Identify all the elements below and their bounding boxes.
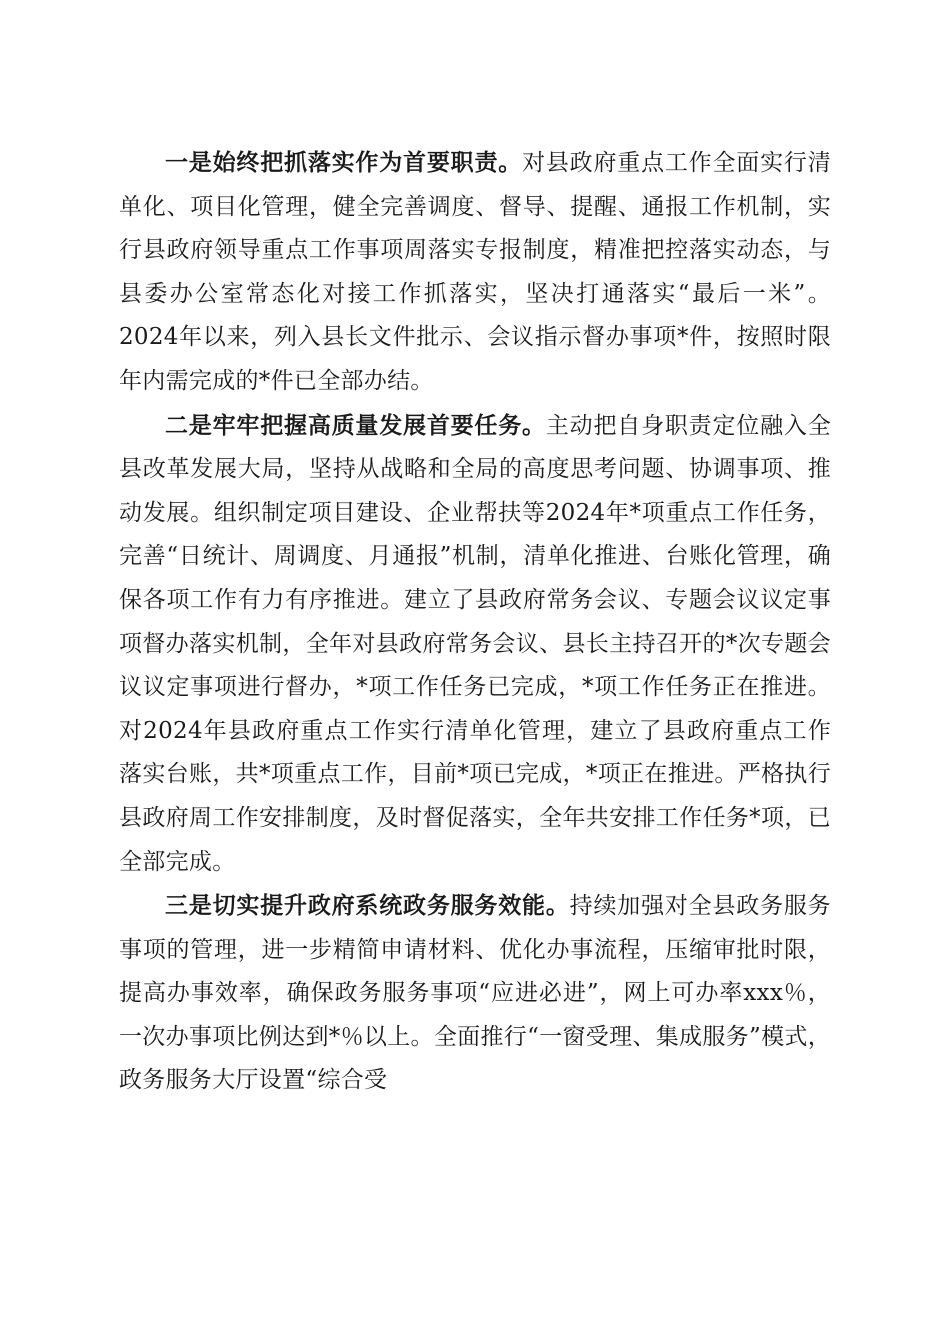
paragraph-2-heading: 二是牢牢把握高质量发展首要任务。 xyxy=(165,411,546,439)
paragraph-3 xyxy=(119,884,831,1103)
paragraph-1-heading: 一是始终把抓落实作为首要职责。 xyxy=(165,149,523,176)
document-body xyxy=(119,141,831,1103)
paragraph-3-text: 持续加强对全县政务服务事项的管理，进一步精简申请材料、优化办事流程，压缩审批时限，提高办事效率，确保政务服务事项“应进必进”，网上可办率xxx％，一次办事项比例达到*％以上。全面推行“一窗受理、集成服务”模式，政务服务大厅设置“综合受 xyxy=(119,893,831,1094)
paragraph-1 xyxy=(119,141,831,404)
paragraph-2 xyxy=(119,404,831,885)
paragraph-3-heading: 三是切实提升政府系统政务服务效能。 xyxy=(165,892,570,920)
paragraph-1-text: 对县政府重点工作全面实行清单化、项目化管理，健全完善调度、督导、提醒、通报工作机制，实行县政府领导重点工作事项周落实专报制度，精准把控落实动态，与县委办公室常态化对接工作抓落实，坚决打通落实“最后一米”。2024年以来，列入县长文件批示、会议指示督办事项*件，按照时限年内需完成的*件已全部办结。 xyxy=(119,150,832,394)
paragraph-2-text: 主动把自身职责定位融入全县改革发展大局，坚持从战略和全局的高度思考问题、协调事项、推动发展。组织制定项目建设、企业帮扶等2024年*项重点工作任务，完善“日统计、周调度、月通报”机制，清单化推进、台账化管理，确保各项工作有力有序推进。建立了县政府常务会议、专题会议议定事项督办落实机制，全年对县政府常务会议、县长主持召开的*次专题会议议定事项进行督办，*项工作任务已完成，*项工作任务正在推进。对2024年县政府重点工作实行清单化管理，建立了县政府重点工作落实台账，共*项重点工作，目前*项已完成，*项正在推进。严格执行县政府周工作安排制度，及时督促落实，全年共安排工作任务*项，已全部完成。 xyxy=(119,412,831,875)
